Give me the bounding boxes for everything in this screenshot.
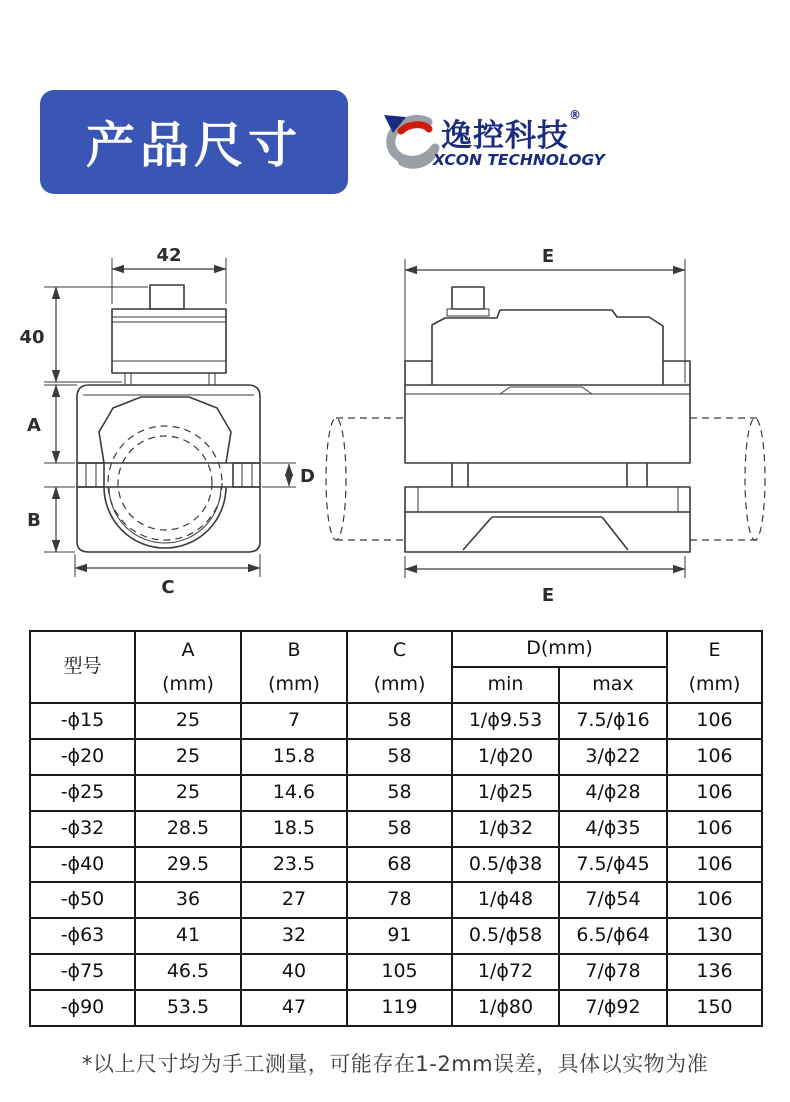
table-row	[30, 990, 762, 1026]
col-header-c	[347, 631, 452, 703]
cell-e: 106	[667, 739, 762, 775]
cell-e: 136	[667, 954, 762, 990]
cell-model: -ϕ25	[30, 775, 135, 811]
table-row	[30, 954, 762, 990]
cell-d-min: 1/ϕ20	[452, 739, 559, 775]
cell-e: 106	[667, 882, 762, 918]
logo-registered-mark: ®	[569, 108, 582, 122]
cell-model: -ϕ20	[30, 739, 135, 775]
measurement-disclaimer: *以上尺寸均为手工测量，可能存在1-2mm误差，具体以实物为准	[81, 1052, 709, 1076]
cell-c: 58	[347, 703, 452, 739]
col-header-d-min: min	[452, 667, 559, 703]
cell-d-min: 1/ϕ48	[452, 882, 559, 918]
cell-model: -ϕ50	[30, 882, 135, 918]
cell-model: -ϕ15	[30, 703, 135, 739]
brand-logo	[378, 106, 605, 184]
cell-d-min: 1/ϕ32	[452, 811, 559, 847]
cell-c: 105	[347, 954, 452, 990]
cell-d-max: 4/ϕ28	[559, 775, 667, 811]
cell-d-min: 1/ϕ25	[452, 775, 559, 811]
dim-label-42: 42	[156, 245, 182, 266]
technical-drawings	[0, 225, 790, 617]
cell-d-max: 7/ϕ54	[559, 882, 667, 918]
col-header-d: D(mm)	[452, 631, 667, 667]
cell-b: 14.6	[241, 775, 347, 811]
col-header-a	[135, 631, 241, 703]
logo-brand-text	[441, 110, 582, 155]
cell-model: -ϕ32	[30, 811, 135, 847]
cell-a: 28.5	[135, 811, 241, 847]
cell-a: 25	[135, 703, 241, 739]
dim-label-d: D	[300, 466, 315, 487]
section-title-banner	[40, 90, 348, 194]
logo-subtitle-text: XCON TECHNOLOGY	[433, 151, 605, 169]
cell-b: 18.5	[241, 811, 347, 847]
cell-c: 58	[347, 739, 452, 775]
page-title: 产品尺寸	[85, 117, 302, 174]
cell-c: 119	[347, 990, 452, 1026]
table-row	[30, 882, 762, 918]
col-header-a-letter: A	[181, 639, 195, 661]
col-header-e	[667, 631, 762, 703]
cell-a: 25	[135, 775, 241, 811]
cell-d-max: 3/ϕ22	[559, 739, 667, 775]
cell-model: -ϕ63	[30, 918, 135, 954]
cell-b: 15.8	[241, 739, 347, 775]
cell-d-min: 0.5/ϕ38	[452, 847, 559, 883]
cell-a: 41	[135, 918, 241, 954]
table-row	[30, 739, 762, 775]
table-row	[30, 775, 762, 811]
cell-b: 27	[241, 882, 347, 918]
logo-brand-name: 逸控科技	[441, 118, 569, 154]
cell-e: 130	[667, 918, 762, 954]
table-row	[30, 918, 762, 954]
col-header-e-letter: E	[708, 639, 721, 661]
cell-e: 106	[667, 775, 762, 811]
cell-model: -ϕ90	[30, 990, 135, 1026]
cell-model: -ϕ40	[30, 847, 135, 883]
dim-label-e-bottom: E	[541, 585, 555, 606]
dimension-table	[29, 630, 763, 1027]
cell-d-min: 1/ϕ9.53	[452, 703, 559, 739]
cell-a: 36	[135, 882, 241, 918]
cell-d-min: 0.5/ϕ58	[452, 918, 559, 954]
cell-model: -ϕ75	[30, 954, 135, 990]
cell-b: 40	[241, 954, 347, 990]
table-row	[30, 811, 762, 847]
col-header-b-unit: (mm)	[268, 673, 320, 695]
table-row	[30, 847, 762, 883]
dim-label-b: B	[27, 510, 41, 531]
cell-e: 106	[667, 703, 762, 739]
cell-d-max: 6.5/ϕ64	[559, 918, 667, 954]
cell-c: 68	[347, 847, 452, 883]
cell-e: 150	[667, 990, 762, 1026]
cell-b: 32	[241, 918, 347, 954]
col-header-model: 型号	[30, 631, 135, 703]
cell-d-min: 1/ϕ72	[452, 954, 559, 990]
dim-label-c: C	[161, 577, 175, 598]
dim-label-e-top: E	[541, 246, 555, 267]
cell-d-max: 7.5/ϕ45	[559, 847, 667, 883]
cell-e: 106	[667, 811, 762, 847]
table-row	[30, 703, 762, 739]
cell-a: 46.5	[135, 954, 241, 990]
cell-b: 23.5	[241, 847, 347, 883]
cell-c: 78	[347, 882, 452, 918]
col-header-b	[241, 631, 347, 703]
col-header-c-letter: C	[392, 639, 407, 661]
cell-c: 58	[347, 811, 452, 847]
dim-label-a: A	[27, 415, 41, 436]
table-header-row-1	[30, 631, 762, 667]
dim-label-40: 40	[19, 327, 45, 348]
side-view-drawing	[326, 246, 765, 606]
col-header-d-max: max	[559, 667, 667, 703]
cell-e: 106	[667, 847, 762, 883]
col-header-a-unit: (mm)	[162, 673, 214, 695]
cell-d-max: 7/ϕ78	[559, 954, 667, 990]
cell-c: 91	[347, 918, 452, 954]
col-header-e-unit: (mm)	[688, 673, 741, 695]
cell-a: 53.5	[135, 990, 241, 1026]
cell-b: 7	[241, 703, 347, 739]
cell-d-max: 7.5/ϕ16	[559, 703, 667, 739]
cell-a: 25	[135, 739, 241, 775]
cell-b: 47	[241, 990, 347, 1026]
cell-d-max: 4/ϕ35	[559, 811, 667, 847]
cell-c: 58	[347, 775, 452, 811]
cell-a: 29.5	[135, 847, 241, 883]
col-header-c-unit: (mm)	[373, 673, 426, 695]
cell-d-min: 1/ϕ80	[452, 990, 559, 1026]
front-view-drawing	[19, 245, 314, 598]
cell-d-max: 7/ϕ92	[559, 990, 667, 1026]
col-header-b-letter: B	[287, 639, 301, 661]
